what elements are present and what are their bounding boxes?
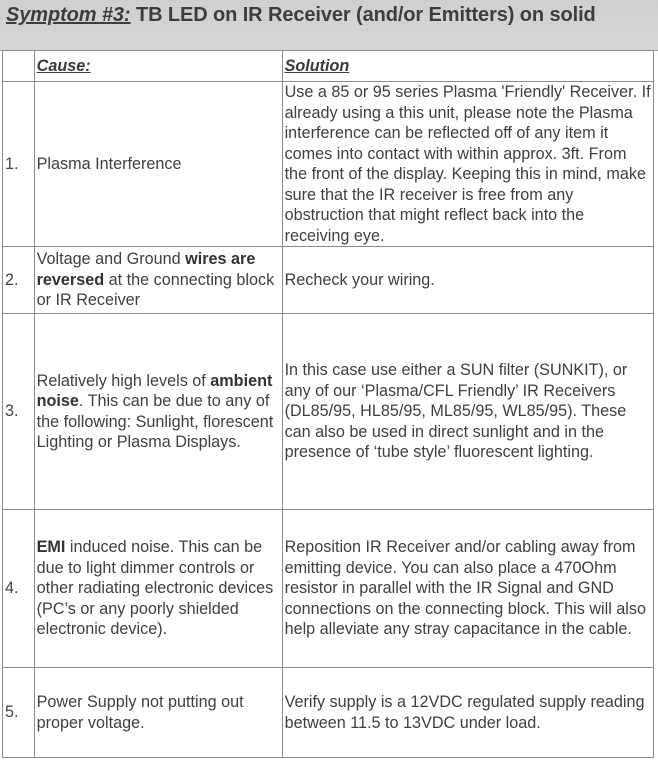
header-cause-label: Cause: xyxy=(36,56,91,75)
cause-emphasis: wires are reversed xyxy=(36,250,256,289)
cause-text: at the connecting block or IR Receiver xyxy=(36,270,275,310)
cause-cell xyxy=(34,247,282,314)
table-header-row xyxy=(3,51,654,82)
cause-cell xyxy=(34,82,282,247)
solution-cell: Reposition IR Receiver and/or cabling away from emitting device. You can also place a 470Ohm resistor in parallel with the IR Signal and GND connections on the connecting block. This will also help alleviate any stray capacitance in the cable. xyxy=(282,510,653,668)
cause-text: Plasma Interference xyxy=(36,154,182,173)
table-row xyxy=(3,247,654,314)
cause-emphasis: ambient noise xyxy=(36,371,273,410)
row-number: 3. xyxy=(3,314,35,510)
symptom-description: TB LED on IR Receiver (and/or Emitters) on solid xyxy=(130,4,596,26)
row-number: 4. xyxy=(3,510,35,668)
symptom-banner xyxy=(0,0,658,51)
solution-cell: Use a 85 or 95 series Plasma 'Friendly' Receiver. If already using a this unit, please note the Plasma interference can be reflected off of any item it comes into contact with within approx. 3ft. From the front of the display. Keeping this in mind, make sure that the IR receiver is free from any obstruction that might reflect back into the receiving eye. xyxy=(282,82,653,247)
cause-text: Power Supply not putting out proper voltage. xyxy=(36,693,244,732)
cause-text: induced noise. This can be due to light dimmer controls or other radiating electronic devices (PC’s or any poorly shielded electronic device). xyxy=(36,538,274,639)
header-solution xyxy=(282,51,653,82)
symptom-title xyxy=(6,4,596,27)
row-number: 1. xyxy=(3,82,35,247)
table-row xyxy=(3,668,654,758)
table-row xyxy=(3,82,654,247)
cause-text: Relatively high levels of xyxy=(36,371,211,390)
cause-cell xyxy=(34,314,282,510)
cause-text: . This can be due to any of the following: Sunlight, florescent Lighting or Plasma Displays. xyxy=(36,392,274,451)
header-cause xyxy=(34,51,282,82)
troubleshooting-table xyxy=(2,50,654,758)
row-number: 5. xyxy=(3,668,35,758)
table-row xyxy=(3,314,654,510)
symptom-label: Symptom #3: xyxy=(6,4,131,26)
cause-text: Voltage and Ground xyxy=(36,250,186,269)
cause-cell xyxy=(34,510,282,668)
header-solution-label: Solution xyxy=(284,56,350,75)
solution-cell: In this case use either a SUN filter (SUNKIT), or any of our ‘Plasma/CFL Friendly’ IR Receivers (DL85/95, HL85/95, ML85/95, WL85/95). These can also be used in direct sunlight and in the presence of ‘tube style’ fluorescent lighting. xyxy=(282,314,653,510)
solution-cell: Verify supply is a 12VDC regulated supply reading between 11.5 to 13VDC under load. xyxy=(282,668,653,758)
cause-emphasis: EMI xyxy=(36,538,66,557)
table-row xyxy=(3,510,654,668)
solution-cell: Recheck your wiring. xyxy=(282,247,653,314)
row-number: 2. xyxy=(3,247,35,314)
cause-cell xyxy=(34,668,282,758)
header-num xyxy=(3,51,35,82)
